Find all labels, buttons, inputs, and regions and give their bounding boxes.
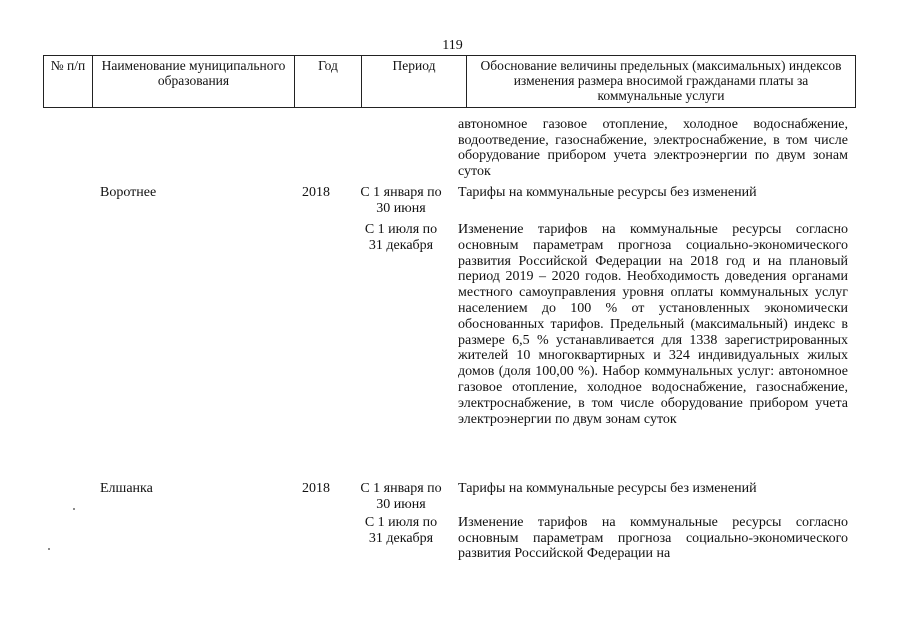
page-number: 119 [442, 38, 463, 53]
basis-continuation: автономное газовое отопление, холодное водоснабжение, водоотведение, газоснабжение, электроснабжение, в том числе оборудование прибором учета электроэнергии по двум зонам суток [458, 117, 848, 179]
period-second-half: С 1 июля по 31 декабря [364, 515, 438, 546]
header-municipality: Наименование муниципального образования [93, 56, 295, 108]
scan-speck [48, 548, 50, 550]
basis-second-half: Изменение тарифов на коммунальные ресурсы согласно основным параметрам прогноза социально-экономического развития Российской Федерации на 2018 год и на плановый период 2019 – 2020 годов. Необходимость доведения органами местного самоуправления уровня оплаты коммунальных услуг населением до 100 % от установленных экономически обоснованных тарифов. Предельный (максимальный) индекс в размере 6,5 % устанавливается для 1338 зарегистрированных жителей 10 многоквартирных и 324 индивидуальных жилых домов (доля 100,00 %). Набор коммунальных услуг: автономное газовое отопление, холодное водоснабжение, газоснабжение, электроснабжение, в том числе оборудование прибором учета электроэнергии по двум зонам суток [458, 222, 848, 427]
municipality-name: Воротнее [100, 185, 157, 200]
municipality-name: Елшанка [100, 481, 153, 496]
scan-speck [73, 508, 75, 510]
basis-first-half: Тарифы на коммунальные ресурсы без изменений [458, 481, 757, 496]
period-first-half: С 1 января по 30 июня [360, 481, 442, 512]
header-year: Год [295, 56, 362, 108]
year: 2018 [302, 185, 330, 200]
header-basis: Обоснование величины предельных (максимальных) индексов изменения размера вносимой гражданами платы за коммунальные услуги [467, 56, 856, 108]
period-second-half: С 1 июля по 31 декабря [364, 222, 438, 253]
table-header [43, 55, 856, 108]
header-period: Период [362, 56, 467, 108]
period-first-half: С 1 января по 30 июня [360, 185, 442, 216]
basis-second-half: Изменение тарифов на коммунальные ресурсы согласно основным параметрам прогноза социально-экономического развития Российской Федерации на [458, 515, 848, 562]
basis-first-half: Тарифы на коммунальные ресурсы без изменений [458, 185, 757, 200]
year: 2018 [302, 481, 330, 496]
header-number: № п/п [44, 56, 93, 108]
